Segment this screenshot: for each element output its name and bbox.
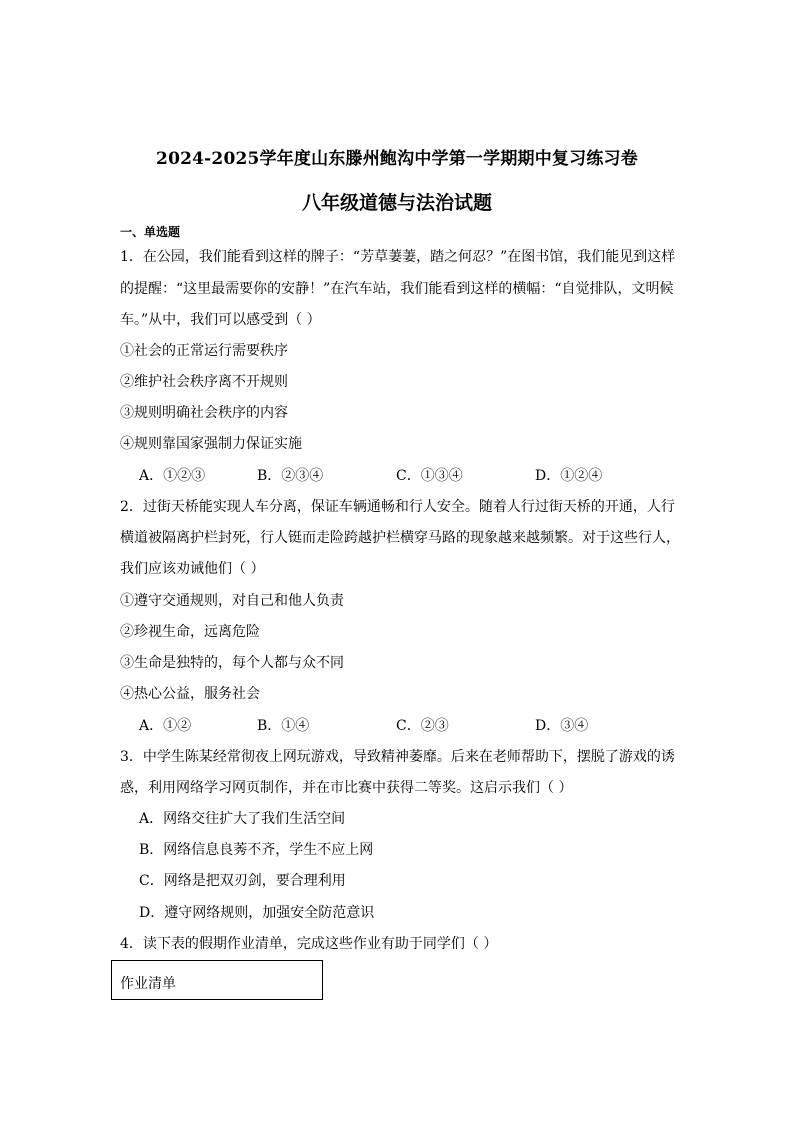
q3-option-d[interactable]: D．遵守网络规则，加强安全防范意识: [139, 905, 375, 921]
q3-option-a[interactable]: A．网络交往扩大了我们生活空间: [139, 811, 346, 827]
q2-stem-line-2: 横道被隔离护栏封死，行人铤而走险跨越护栏横穿马路的现象越来越频繁。对于这些行人，: [120, 530, 680, 546]
q2-statement-1: ①遵守交通规则，对自己和他人负责: [120, 593, 344, 609]
section-heading: 一、单选题: [120, 225, 181, 239]
q3-stem-line-1: 3．中学生陈某经常彻夜上网玩游戏，导致精神萎靡。后来在老师帮助下，摆脱了游戏的诱: [120, 749, 675, 765]
q1-statement-1: ①社会的正常运行需要秩序: [120, 343, 288, 359]
q1-stem-line-1: 1．在公园，我们能看到这样的牌子：“芳草萋萋，踏之何忍？”在图书馆，我们能见到这样: [120, 249, 676, 265]
q1-option-a[interactable]: A．①②③: [139, 468, 206, 484]
q2-option-c[interactable]: C．②③: [396, 718, 449, 734]
q3-stem-line-2: 惑，利用网络学习网页制作，并在市比赛中获得二等奖。这启示我们（ ）: [120, 780, 573, 796]
exam-subtitle: 八年级道德与法治试题: [301, 192, 492, 214]
exam-title: 2024-2025学年度山东滕州鲍沟中学第一学期期中复习练习卷: [156, 149, 638, 169]
q3-option-c[interactable]: C．网络是把双刃剑，要合理利用: [139, 873, 346, 889]
q2-option-d[interactable]: D．③④: [535, 718, 589, 734]
q2-stem-line-1: 2．过街天桥能实现人车分离，保证车辆通畅和行人安全。随着人行过街天桥的开通，人行: [120, 499, 675, 515]
q2-option-a[interactable]: A．①②: [139, 718, 192, 734]
q1-stem-line-2: 的提醒：“这里最需要你的安静！”在汽车站，我们能看到这样的横幅：“自觉排队，文明候: [120, 281, 674, 297]
q2-statement-4: ④热心公益，服务社会: [120, 686, 260, 702]
q1-option-b[interactable]: B．②③④: [257, 468, 324, 484]
q1-statement-4: ④规则靠国家强制力保证实施: [120, 436, 302, 452]
q1-option-d[interactable]: D．①②④: [535, 468, 603, 484]
q1-stem-line-3: 车。”从中，我们可以感受到（ ）: [120, 312, 321, 328]
q3-option-b[interactable]: B．网络信息良莠不齐，学生不应上网: [139, 842, 374, 858]
q2-statement-2: ②珍视生命，远离危险: [120, 624, 260, 640]
q2-stem-line-3: 我们应该劝诫他们（ ）: [120, 561, 265, 577]
q2-option-b[interactable]: B．①④: [257, 718, 310, 734]
homework-table: [111, 960, 323, 1000]
table-header-cell: 作业清单: [120, 976, 176, 992]
q4-stem-line-1: 4．读下表的假期作业清单，完成这些作业有助于同学们（ ）: [120, 936, 498, 952]
q1-statement-2: ②维护社会秩序离不开规则: [120, 374, 288, 390]
q1-statement-3: ③规则明确社会秩序的内容: [120, 405, 288, 421]
q2-statement-3: ③生命是独特的，每个人都与众不同: [120, 655, 344, 671]
q1-option-c[interactable]: C．①③④: [396, 468, 463, 484]
